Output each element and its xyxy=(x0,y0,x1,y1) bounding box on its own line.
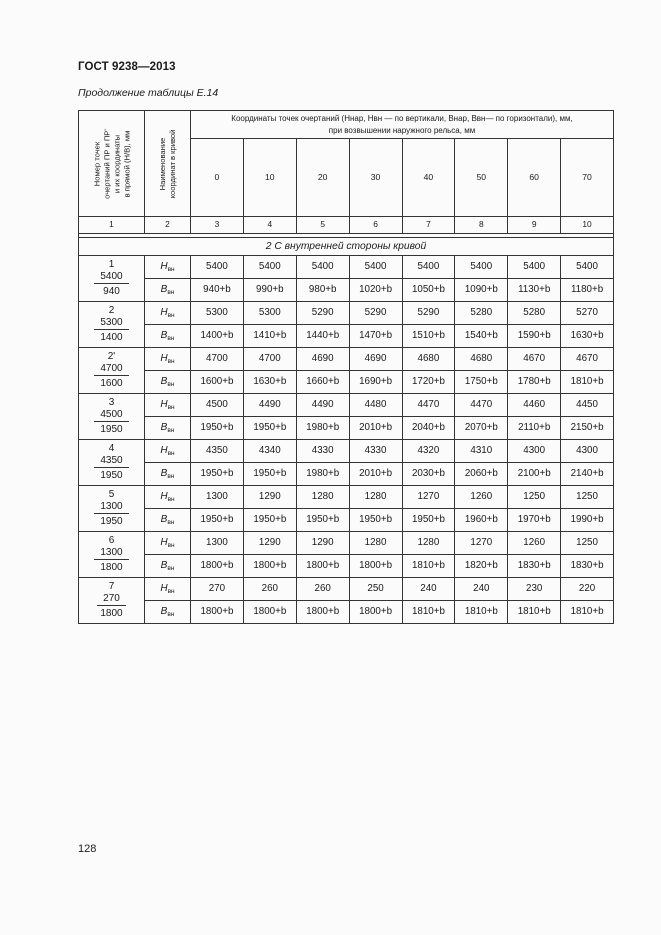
b-value-cell: 1990+b xyxy=(561,509,614,532)
header-line: и их координаты xyxy=(111,134,121,193)
table-row xyxy=(79,486,614,509)
h-value-cell: 4690 xyxy=(349,348,402,371)
elevation-header: 20 xyxy=(296,139,349,217)
coordinate-b-label xyxy=(145,601,191,624)
label-subscript: вн xyxy=(167,380,175,388)
label-main: B xyxy=(160,329,168,341)
b-value-cell: 1800+b xyxy=(243,601,296,624)
point-h-coordinate: 1300 xyxy=(94,547,128,561)
b-value-cell: 1950+b xyxy=(296,509,349,532)
point-b-coordinate: 1800 xyxy=(100,562,123,574)
label-subscript: вн xyxy=(167,288,175,296)
label-subscript: вн xyxy=(167,265,175,273)
label-main: H xyxy=(160,398,168,410)
point-h-coordinate: 5300 xyxy=(94,317,128,331)
h-value-cell: 4330 xyxy=(296,440,349,463)
b-value-cell: 1950+b xyxy=(349,509,402,532)
b-value-cell: 1950+b xyxy=(191,509,244,532)
b-value-cell: 1810+b xyxy=(402,601,455,624)
point-cell xyxy=(79,348,145,394)
b-value-cell: 940+b xyxy=(191,279,244,302)
label-subscript: вн xyxy=(167,357,175,365)
b-value-cell: 1510+b xyxy=(402,325,455,348)
b-value-cell: 2010+b xyxy=(349,463,402,486)
h-value-cell: 5400 xyxy=(191,256,244,279)
header-line: координат в кривой xyxy=(167,129,177,198)
label-subscript: вн xyxy=(167,311,175,319)
point-h-coordinate: 4500 xyxy=(94,409,128,423)
b-value-cell: 980+b xyxy=(296,279,349,302)
coordinate-h-label xyxy=(145,302,191,325)
b-value-cell: 2140+b xyxy=(561,463,614,486)
b-value-cell: 1660+b xyxy=(296,371,349,394)
h-value-cell: 4300 xyxy=(508,440,561,463)
table-row xyxy=(79,302,614,325)
h-value-cell: 4340 xyxy=(243,440,296,463)
b-value-cell: 1600+b xyxy=(191,371,244,394)
header-coordinates xyxy=(191,111,614,139)
standard-code: ГОСТ 9238—2013 xyxy=(78,61,176,73)
label-subscript: вн xyxy=(167,403,175,411)
h-value-cell: 5300 xyxy=(243,302,296,325)
h-value-cell: 1280 xyxy=(296,486,349,509)
h-value-cell: 1300 xyxy=(191,486,244,509)
coordinate-h-label xyxy=(145,532,191,555)
label-main: H xyxy=(160,352,168,364)
point-b-coordinate: 1950 xyxy=(100,516,123,528)
label-subscript: вн xyxy=(167,426,175,434)
elevation-header: 50 xyxy=(455,139,508,217)
h-value-cell: 5270 xyxy=(561,302,614,325)
b-value-cell: 1980+b xyxy=(296,417,349,440)
h-value-cell: 1280 xyxy=(402,532,455,555)
point-number: 2 xyxy=(108,305,115,317)
label-main: H xyxy=(160,444,168,456)
point-h-coordinate: 4350 xyxy=(94,455,128,469)
b-value-cell: 1950+b xyxy=(243,463,296,486)
column-number: 4 xyxy=(243,217,296,234)
b-value-cell: 1470+b xyxy=(349,325,402,348)
point-cell xyxy=(79,302,145,348)
point-b-coordinate: 1800 xyxy=(100,608,123,620)
b-value-cell: 2030+b xyxy=(402,463,455,486)
b-value-cell: 1820+b xyxy=(455,555,508,578)
label-main: B xyxy=(160,421,168,433)
coordinate-b-label xyxy=(145,555,191,578)
header-line: очертаний ПР и ПР' xyxy=(101,128,111,199)
label-subscript: вн xyxy=(167,610,175,618)
label-subscript: вн xyxy=(167,541,175,549)
b-value-cell: 2060+b xyxy=(455,463,508,486)
b-value-cell: 2040+b xyxy=(402,417,455,440)
h-value-cell: 5290 xyxy=(402,302,455,325)
point-number: 2' xyxy=(107,351,116,363)
b-value-cell: 2070+b xyxy=(455,417,508,440)
table-row xyxy=(79,325,614,348)
table-row xyxy=(79,601,614,624)
h-value-cell: 4490 xyxy=(296,394,349,417)
point-cell xyxy=(79,440,145,486)
h-value-cell: 240 xyxy=(402,578,455,601)
label-subscript: вн xyxy=(167,334,175,342)
label-main: B xyxy=(160,467,168,479)
header-line: Номер точек xyxy=(91,141,101,186)
label-main: B xyxy=(160,559,168,571)
h-value-cell: 4490 xyxy=(243,394,296,417)
point-number: 7 xyxy=(108,581,115,593)
column-number: 9 xyxy=(508,217,561,234)
point-h-coordinate: 5400 xyxy=(94,271,128,285)
table-caption: Продолжение таблицы Е.14 xyxy=(78,87,219,99)
h-value-cell: 1250 xyxy=(561,486,614,509)
b-value-cell: 1950+b xyxy=(402,509,455,532)
label-subscript: вн xyxy=(167,495,175,503)
point-b-coordinate: 1400 xyxy=(100,332,123,344)
point-h-coordinate: 1300 xyxy=(94,501,128,515)
coordinate-h-label xyxy=(145,256,191,279)
b-value-cell: 1800+b xyxy=(296,555,349,578)
b-value-cell: 1050+b xyxy=(402,279,455,302)
h-value-cell: 4450 xyxy=(561,394,614,417)
h-value-cell: 260 xyxy=(243,578,296,601)
h-value-cell: 5400 xyxy=(402,256,455,279)
section-title: 2 С внутренней стороны кривой xyxy=(79,238,614,256)
b-value-cell: 1630+b xyxy=(561,325,614,348)
label-main: H xyxy=(160,260,168,272)
h-value-cell: 1280 xyxy=(349,486,402,509)
b-value-cell: 1950+b xyxy=(191,417,244,440)
column-number: 8 xyxy=(455,217,508,234)
header-line: Координаты точек очертаний (Hнар, Hвн — по вертикали, Внар, Ввн— по горизонтали), мм, xyxy=(231,114,573,124)
h-value-cell: 4680 xyxy=(402,348,455,371)
h-value-cell: 4500 xyxy=(191,394,244,417)
h-value-cell: 5400 xyxy=(243,256,296,279)
b-value-cell: 1690+b xyxy=(349,371,402,394)
b-value-cell: 1830+b xyxy=(561,555,614,578)
b-value-cell: 2010+b xyxy=(349,417,402,440)
table-row xyxy=(79,532,614,555)
label-subscript: вн xyxy=(167,449,175,457)
label-main: B xyxy=(160,283,168,295)
h-value-cell: 4470 xyxy=(402,394,455,417)
b-value-cell: 1540+b xyxy=(455,325,508,348)
header-line: Наименование xyxy=(157,137,167,190)
elevation-header: 30 xyxy=(349,139,402,217)
b-value-cell: 1180+b xyxy=(561,279,614,302)
label-subscript: вн xyxy=(167,518,175,526)
page-number: 128 xyxy=(78,843,97,855)
b-value-cell: 1810+b xyxy=(561,371,614,394)
b-value-cell: 1960+b xyxy=(455,509,508,532)
h-value-cell: 5280 xyxy=(508,302,561,325)
coordinate-b-label xyxy=(145,509,191,532)
table-row xyxy=(79,578,614,601)
table-row xyxy=(79,394,614,417)
h-value-cell: 5290 xyxy=(296,302,349,325)
label-main: B xyxy=(160,375,168,387)
point-h-coordinate: 270 xyxy=(97,593,126,607)
column-number: 7 xyxy=(402,217,455,234)
h-value-cell: 4700 xyxy=(243,348,296,371)
h-value-cell: 1280 xyxy=(349,532,402,555)
b-value-cell: 1950+b xyxy=(243,417,296,440)
coordinate-b-label xyxy=(145,371,191,394)
column-number: 5 xyxy=(296,217,349,234)
elevation-header: 60 xyxy=(508,139,561,217)
b-value-cell: 1800+b xyxy=(349,601,402,624)
coordinate-h-label xyxy=(145,394,191,417)
label-main: B xyxy=(160,513,168,525)
h-value-cell: 270 xyxy=(191,578,244,601)
h-value-cell: 5400 xyxy=(296,256,349,279)
label-subscript: вн xyxy=(167,587,175,595)
table-row xyxy=(79,348,614,371)
h-value-cell: 250 xyxy=(349,578,402,601)
header-line: в прямой (H/B), мм xyxy=(121,130,131,197)
point-cell xyxy=(79,394,145,440)
b-value-cell: 1440+b xyxy=(296,325,349,348)
label-main: H xyxy=(160,536,168,548)
point-b-coordinate: 940 xyxy=(103,286,120,298)
column-number: 1 xyxy=(79,217,145,234)
coordinate-h-label xyxy=(145,578,191,601)
point-number: 4 xyxy=(108,443,115,455)
point-number: 5 xyxy=(108,489,115,501)
h-value-cell: 5400 xyxy=(349,256,402,279)
h-value-cell: 5280 xyxy=(455,302,508,325)
b-value-cell: 1590+b xyxy=(508,325,561,348)
h-value-cell: 4480 xyxy=(349,394,402,417)
b-value-cell: 1810+b xyxy=(455,601,508,624)
coordinate-h-label xyxy=(145,486,191,509)
point-b-coordinate: 1950 xyxy=(100,424,123,436)
h-value-cell: 4680 xyxy=(455,348,508,371)
h-value-cell: 4460 xyxy=(508,394,561,417)
b-value-cell: 1980+b xyxy=(296,463,349,486)
point-h-coordinate: 4700 xyxy=(94,363,128,377)
label-subscript: вн xyxy=(167,564,175,572)
h-value-cell: 4670 xyxy=(508,348,561,371)
point-cell xyxy=(79,532,145,578)
b-value-cell: 1020+b xyxy=(349,279,402,302)
h-value-cell: 4350 xyxy=(191,440,244,463)
column-number: 6 xyxy=(349,217,402,234)
b-value-cell: 1800+b xyxy=(349,555,402,578)
label-main: H xyxy=(160,582,168,594)
b-value-cell: 2110+b xyxy=(508,417,561,440)
elevation-header: 10 xyxy=(243,139,296,217)
h-value-cell: 1270 xyxy=(402,486,455,509)
point-cell xyxy=(79,256,145,302)
b-value-cell: 1970+b xyxy=(508,509,561,532)
b-value-cell: 1720+b xyxy=(402,371,455,394)
h-value-cell: 4700 xyxy=(191,348,244,371)
h-value-cell: 1290 xyxy=(296,532,349,555)
b-value-cell: 1630+b xyxy=(243,371,296,394)
b-value-cell: 1830+b xyxy=(508,555,561,578)
table-row xyxy=(79,440,614,463)
b-value-cell: 1410+b xyxy=(243,325,296,348)
header-coordinate-name xyxy=(145,111,191,217)
coordinate-b-label xyxy=(145,279,191,302)
elevation-header: 40 xyxy=(402,139,455,217)
header-line: при возвышении наружного рельса, мм xyxy=(328,125,476,135)
b-value-cell: 1810+b xyxy=(508,601,561,624)
h-value-cell: 5300 xyxy=(191,302,244,325)
point-b-coordinate: 1950 xyxy=(100,470,123,482)
h-value-cell: 1270 xyxy=(455,532,508,555)
h-value-cell: 220 xyxy=(561,578,614,601)
h-value-cell: 4470 xyxy=(455,394,508,417)
h-value-cell: 5290 xyxy=(349,302,402,325)
h-value-cell: 1290 xyxy=(243,532,296,555)
h-value-cell: 1250 xyxy=(508,486,561,509)
coordinates-table xyxy=(78,110,614,624)
table-row xyxy=(79,417,614,440)
b-value-cell: 1400+b xyxy=(191,325,244,348)
h-value-cell: 5400 xyxy=(455,256,508,279)
b-value-cell: 1800+b xyxy=(243,555,296,578)
b-value-cell: 1810+b xyxy=(402,555,455,578)
point-number: 6 xyxy=(108,535,115,547)
label-main: H xyxy=(160,490,168,502)
b-value-cell: 2100+b xyxy=(508,463,561,486)
b-value-cell: 1950+b xyxy=(191,463,244,486)
point-cell xyxy=(79,578,145,624)
table-row xyxy=(79,279,614,302)
label-subscript: вн xyxy=(167,472,175,480)
point-number: 3 xyxy=(108,397,115,409)
h-value-cell: 1300 xyxy=(191,532,244,555)
column-number: 3 xyxy=(191,217,244,234)
point-b-coordinate: 1600 xyxy=(100,378,123,390)
h-value-cell: 230 xyxy=(508,578,561,601)
b-value-cell: 1750+b xyxy=(455,371,508,394)
h-value-cell: 4670 xyxy=(561,348,614,371)
h-value-cell: 1250 xyxy=(561,532,614,555)
label-main: B xyxy=(160,605,168,617)
b-value-cell: 1090+b xyxy=(455,279,508,302)
table-row xyxy=(79,256,614,279)
label-main: H xyxy=(160,306,168,318)
h-value-cell: 4310 xyxy=(455,440,508,463)
column-number: 2 xyxy=(145,217,191,234)
table-row xyxy=(79,555,614,578)
h-value-cell: 4320 xyxy=(402,440,455,463)
h-value-cell: 1260 xyxy=(508,532,561,555)
coordinate-h-label xyxy=(145,440,191,463)
point-cell xyxy=(79,486,145,532)
b-value-cell: 1800+b xyxy=(296,601,349,624)
coordinate-b-label xyxy=(145,463,191,486)
b-value-cell: 1800+b xyxy=(191,555,244,578)
b-value-cell: 1950+b xyxy=(243,509,296,532)
elevation-header: 0 xyxy=(191,139,244,217)
coordinate-h-label xyxy=(145,348,191,371)
table-row xyxy=(79,371,614,394)
header-point-numbers xyxy=(79,111,145,217)
b-value-cell: 1130+b xyxy=(508,279,561,302)
h-value-cell: 4300 xyxy=(561,440,614,463)
b-value-cell: 2150+b xyxy=(561,417,614,440)
h-value-cell: 4330 xyxy=(349,440,402,463)
point-number: 1 xyxy=(108,259,115,271)
h-value-cell: 1260 xyxy=(455,486,508,509)
elevation-header: 70 xyxy=(561,139,614,217)
coordinate-b-label xyxy=(145,325,191,348)
table-row xyxy=(79,463,614,486)
coordinate-b-label xyxy=(145,417,191,440)
h-value-cell: 260 xyxy=(296,578,349,601)
b-value-cell: 1810+b xyxy=(561,601,614,624)
h-value-cell: 4690 xyxy=(296,348,349,371)
h-value-cell: 5400 xyxy=(508,256,561,279)
h-value-cell: 1290 xyxy=(243,486,296,509)
b-value-cell: 990+b xyxy=(243,279,296,302)
table-row xyxy=(79,509,614,532)
column-number: 10 xyxy=(561,217,614,234)
h-value-cell: 5400 xyxy=(561,256,614,279)
h-value-cell: 240 xyxy=(455,578,508,601)
b-value-cell: 1800+b xyxy=(191,601,244,624)
b-value-cell: 1780+b xyxy=(508,371,561,394)
